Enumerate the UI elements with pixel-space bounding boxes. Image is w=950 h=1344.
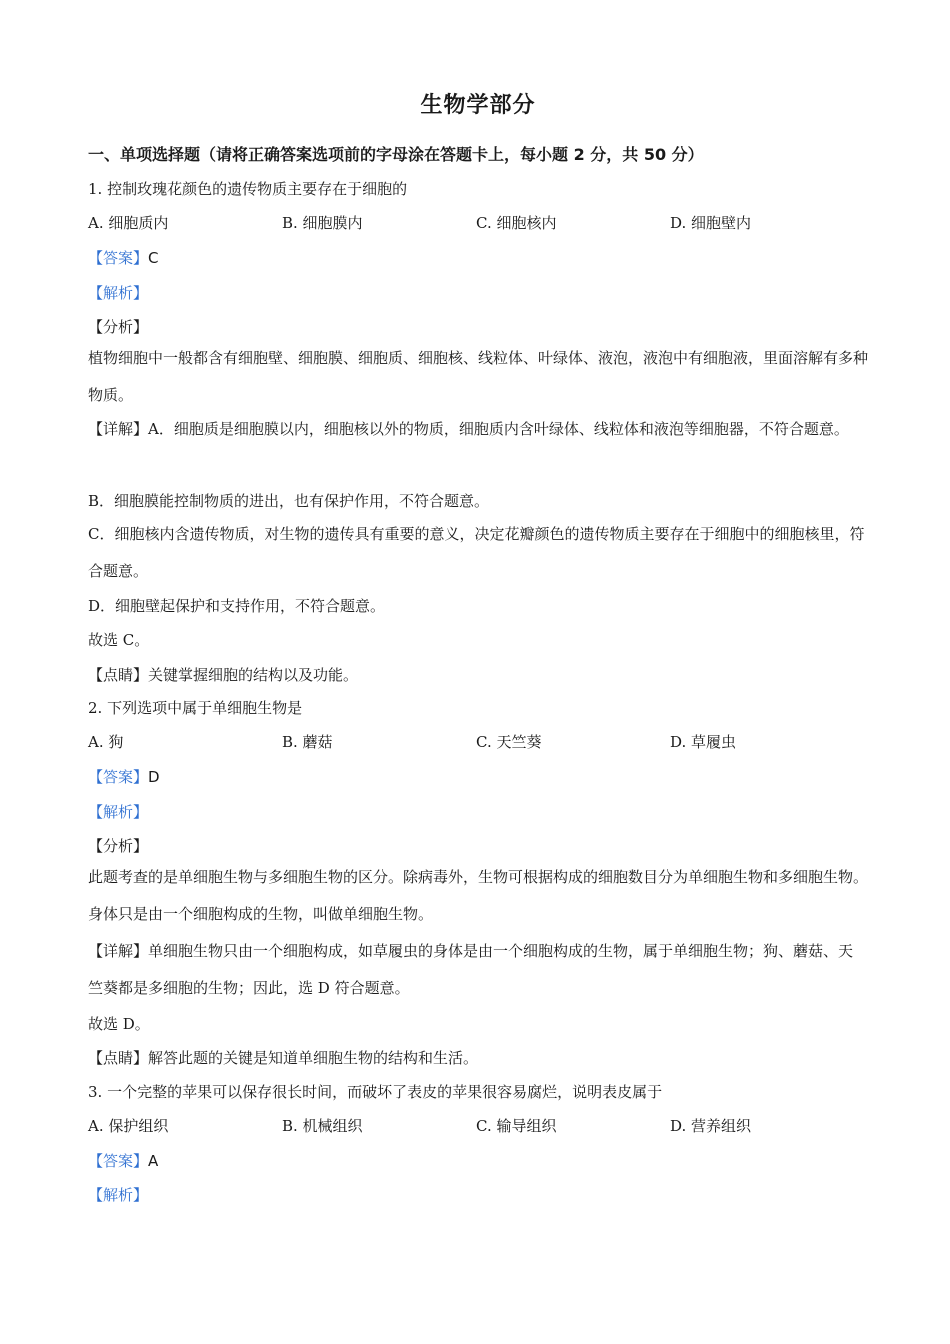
answer-value: A	[148, 1152, 159, 1170]
q1-conclusion: 故选 C。	[88, 631, 150, 649]
dianjing-text: 关键掌握细胞的结构以及功能。	[148, 666, 359, 684]
q2-answer	[88, 766, 868, 788]
detail-text: 单细胞生物只由一个细胞构成，如草履虫的身体是由一个细胞构成的生物，属于单细胞生物；狗、蘑菇、天竺葵都是多细胞的生物；因此，选 D 符合题意。	[88, 942, 854, 997]
q3-option-d: D. 营养组织	[670, 1117, 752, 1135]
answer-label: 【答案】	[88, 768, 149, 786]
q1-fenxi-label: 【分析】	[88, 318, 149, 336]
q3-answer	[88, 1150, 868, 1172]
q1-detail-b: B．细胞膜能控制物质的进出，也有保护作用，不符合题意。	[88, 492, 490, 510]
q3-option-a: A. 保护组织	[88, 1117, 169, 1135]
dianjing-label: 【点睛】	[88, 666, 149, 684]
question-2-stem: 2. 下列选项中属于单细胞生物是	[88, 699, 303, 717]
q1-fenxi-text: 植物细胞中一般都含有细胞壁、细胞膜、细胞质、细胞核、线粒体、叶绿体、液泡，液泡中有细胞液，里面溶解有多种物质。	[88, 349, 869, 404]
q3-option-b: B. 机械组织	[282, 1117, 363, 1135]
detail-a-text: A．细胞质是细胞膜以内，细胞核以外的物质，细胞质内含叶绿体、线粒体和液泡等细胞器，不符合题意。	[148, 420, 849, 438]
q3-analysis-label: 【解析】	[88, 1186, 149, 1204]
q2-option-c: C. 天竺葵	[476, 733, 542, 751]
q2-fenxi-text: 此题考查的是单细胞生物与多细胞生物的区分。除病毒外，生物可根据构成的细胞数目分为单细胞生物和多细胞生物。身体只是由一个细胞构成的生物，叫做单细胞生物。	[88, 868, 869, 923]
q1-dianjing	[88, 664, 868, 686]
q1-option-d: D. 细胞壁内	[670, 214, 752, 232]
q2-option-a: A. 狗	[88, 733, 124, 751]
detail-label: 【详解】	[88, 942, 149, 960]
q1-detail-d: D．细胞壁起保护和支持作用，不符合题意。	[88, 597, 386, 615]
detail-label: 【详解】	[88, 420, 149, 438]
q1-detail-c: C．细胞核内含遗传物质，对生物的遗传具有重要的意义，决定花瓣颜色的遗传物质主要存在于细胞中的细胞核里，符合题意。	[88, 525, 865, 580]
q2-conclusion: 故选 D。	[88, 1015, 150, 1033]
q1-detail-a	[88, 411, 868, 448]
q2-detail	[88, 933, 868, 1007]
q2-fenxi-label: 【分析】	[88, 837, 149, 855]
section-heading: 一、单项选择题（请将正确答案选项前的字母涂在答题卡上，每小题 2 分，共 50 分）	[88, 145, 704, 164]
q1-option-c: C. 细胞核内	[476, 214, 557, 232]
q1-analysis-label: 【解析】	[88, 284, 149, 302]
answer-label: 【答案】	[88, 1152, 149, 1170]
q1-option-b: B. 细胞膜内	[282, 214, 363, 232]
q3-option-c: C. 输导组织	[476, 1117, 557, 1135]
q2-dianjing	[88, 1047, 868, 1069]
dianjing-label: 【点睛】	[88, 1049, 149, 1067]
q2-analysis-label: 【解析】	[88, 803, 149, 821]
page-title: 生物学部分	[420, 93, 536, 118]
q2-option-b: B. 蘑菇	[282, 733, 333, 751]
answer-value: D	[148, 768, 160, 786]
q1-answer	[88, 247, 868, 269]
answer-value: C	[148, 249, 159, 267]
question-1-stem: 1. 控制玫瑰花颜色的遗传物质主要存在于细胞的	[88, 180, 408, 198]
q1-option-a: A. 细胞质内	[88, 214, 169, 232]
q2-option-d: D. 草履虫	[670, 733, 737, 751]
answer-label: 【答案】	[88, 249, 149, 267]
dianjing-text: 解答此题的关键是知道单细胞生物的结构和生活。	[148, 1049, 479, 1067]
question-3-stem: 3. 一个完整的苹果可以保存很长时间，而破坏了表皮的苹果很容易腐烂，说明表皮属于	[88, 1083, 663, 1101]
